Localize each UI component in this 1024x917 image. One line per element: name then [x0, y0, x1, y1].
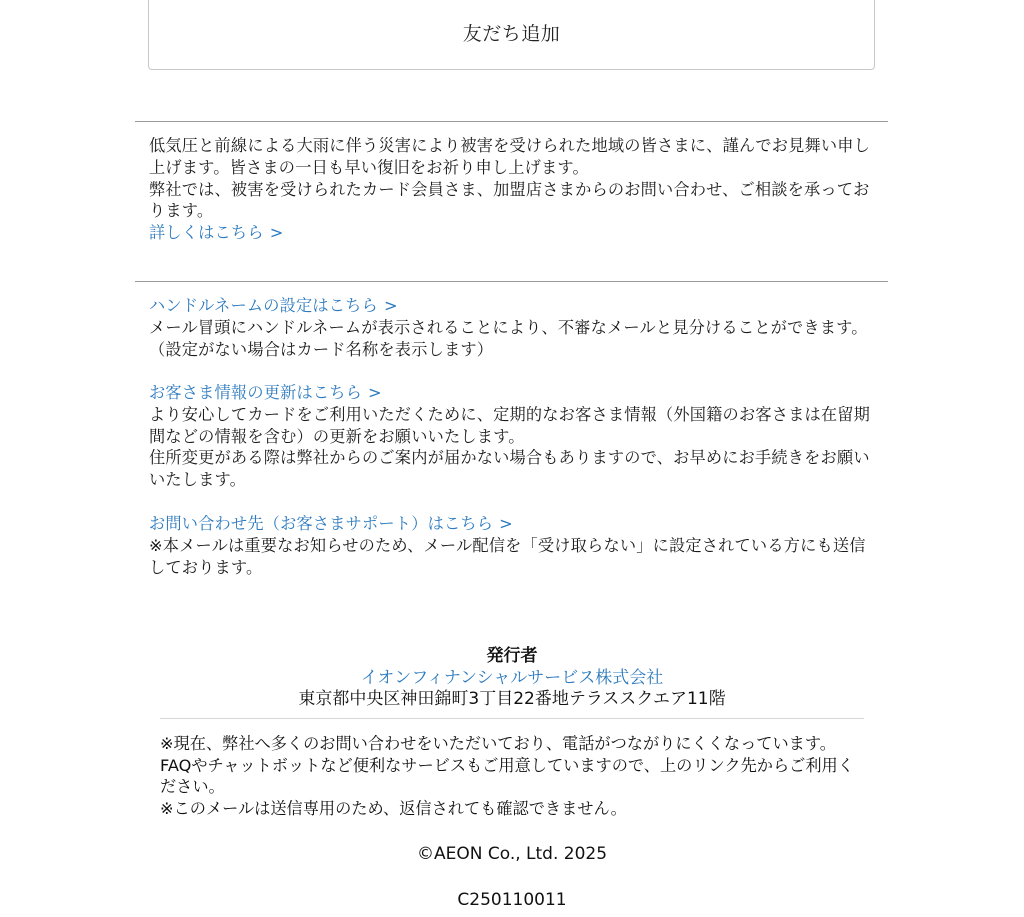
customer-info-update-link[interactable] [149, 383, 382, 402]
customer-support-link-label: お問い合わせ先（お客さまサポート）はこちら [149, 514, 494, 533]
customer-info-description: より安心してカードをご利用いただくために、定期的なお客さま情報（外国籍のお客さまは在留期間などの情報を含む）の更新をお願いいたします。 [149, 404, 871, 446]
footer-notice [160, 733, 866, 819]
send-only-notice: ※このメールは送信専用のため、返信されても確認できません。 [160, 798, 627, 818]
chevron-right-icon: > [383, 296, 398, 315]
disaster-support-text: 弊社では、被害を受けられたカード会員さま、加盟店さまからのお問い合わせ、ご相談を承っております。 [149, 179, 870, 221]
company-name-label: イオンフィナンシャルサービス株式会社 [360, 668, 664, 688]
footer-divider [160, 718, 864, 719]
customer-support-link[interactable] [149, 514, 513, 533]
copyright: ©AEON Co., Ltd. 2025 [416, 844, 608, 864]
chevron-right-icon: > [499, 514, 513, 533]
handle-name-link-label: ハンドルネームの設定はこちら [149, 296, 378, 315]
disaster-details-link[interactable] [149, 223, 283, 242]
add-friend-button[interactable] [148, 0, 875, 70]
handle-name-section [149, 295, 874, 360]
disaster-details-link-label: 詳しくはこちら [149, 223, 264, 243]
handle-name-settings-link[interactable] [149, 296, 398, 315]
publisher-heading: 発行者 [486, 646, 538, 666]
company-address: 東京都中央区神田錦町3丁目22番地テラススクエア11階 [298, 689, 726, 709]
disaster-notice-section [149, 135, 874, 244]
handle-name-description: メール冒頭にハンドルネームが表示されることにより、不審なメールと見分けることができます。（設定がない場合はカード名称を表示します） [149, 317, 868, 359]
contact-description: ※本メールは重要なお知らせのため、メール配信を「受け取らない」に設定されている方にも送信しております。 [149, 535, 866, 577]
customer-info-link-label: お客さま情報の更新はこちら [149, 383, 363, 402]
section-divider [135, 121, 888, 122]
chevron-right-icon: > [269, 223, 284, 243]
chevron-right-icon: > [368, 383, 382, 402]
disaster-notice-text: 低気圧と前線による大雨に伴う災害により被害を受けられた地域の皆さまに、謹んでお見舞い申し上げます。皆さまの一日も早い復旧をお祈り申し上げます。 [149, 136, 871, 177]
inquiry-notice: ※現在、弊社へ多くのお問い合わせをいただいており、電話がつながりにくくなっています。FAQやチャットボットなど便利なサービスもご用意していますので、上のリンク先からご利用ください。 [160, 734, 854, 797]
add-friend-label: 友だち追加 [462, 23, 561, 45]
mail-code: C250110011 [457, 890, 567, 910]
section-divider [135, 281, 888, 282]
contact-section [149, 513, 874, 578]
customer-info-section [149, 382, 874, 491]
address-change-description: 住所変更がある際は弊社からのご案内が届かない場合もありますので、お早めにお手続きをお願いいたします。 [149, 448, 870, 490]
